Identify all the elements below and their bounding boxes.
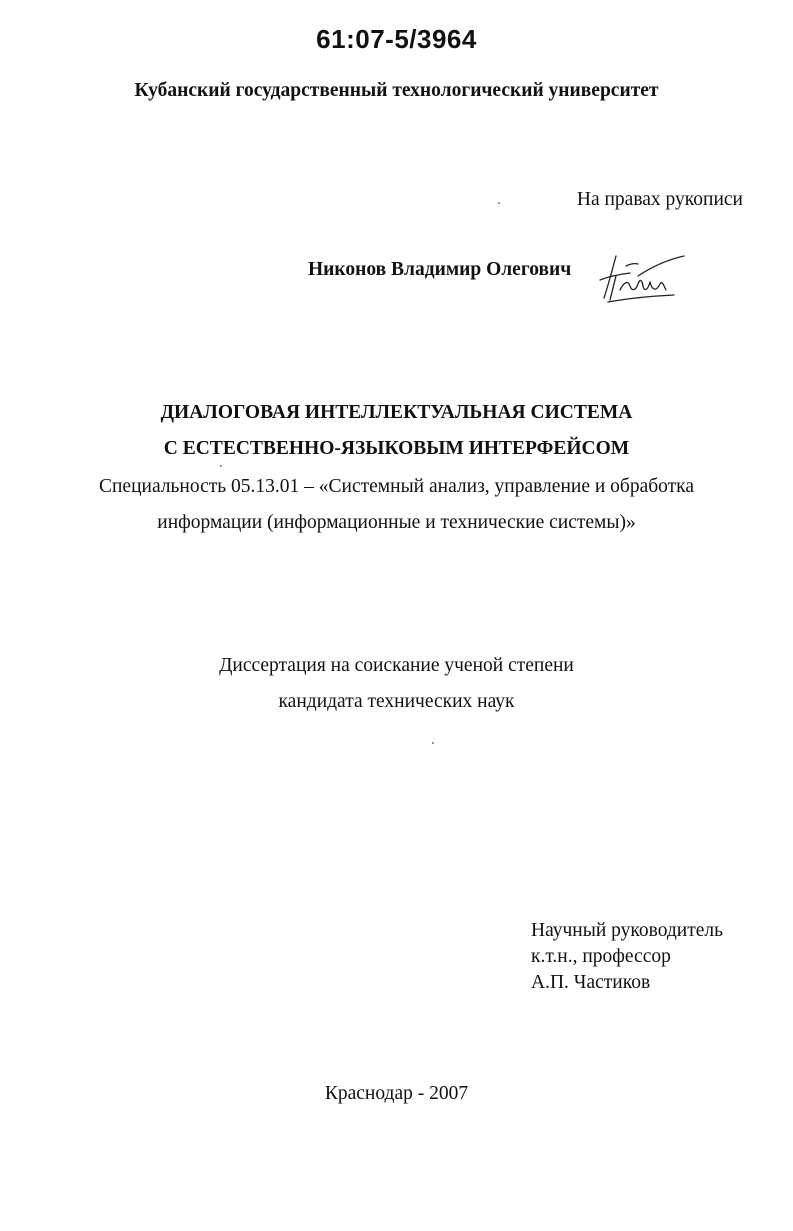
advisor-rank: к.т.н., профессор	[531, 946, 671, 967]
advisor-name: А.П. Частиков	[531, 972, 651, 993]
advisor-role: Научный руководитель	[531, 920, 724, 941]
scan-speck	[220, 465, 222, 467]
author-name: Никонов Владимир Олегович	[308, 259, 572, 280]
dissertation-title-line-1: ДИАЛОГОВАЯ ИНТЕЛЛЕКТУАЛЬНАЯ СИСТЕМА	[160, 402, 633, 423]
degree-line-2: кандидата технических наук	[278, 691, 515, 712]
rights-note: На правах рукописи	[576, 189, 743, 210]
dissertation-title-line-2: С ЕСТЕСТВЕННО-ЯЗЫКОВЫМ ИНТЕРФЕЙСОМ	[163, 438, 630, 459]
university-name: Кубанский государственный технологический университет	[134, 80, 659, 101]
specialty-line-2: информации (информационные и технические системы)»	[157, 512, 636, 533]
place-and-year: Краснодар - 2007	[324, 1083, 469, 1104]
author-signature-icon	[590, 246, 690, 308]
advisor-block	[531, 918, 723, 996]
scan-speck	[498, 202, 500, 204]
scan-speck	[432, 742, 434, 744]
specialty-line-1: Специальность 05.13.01 – «Системный анализ, управление и обработка	[98, 476, 695, 497]
degree-line-1: Диссертация на соискание ученой степени	[219, 655, 574, 676]
catalog-code: 61:07-5/3964	[316, 24, 477, 54]
